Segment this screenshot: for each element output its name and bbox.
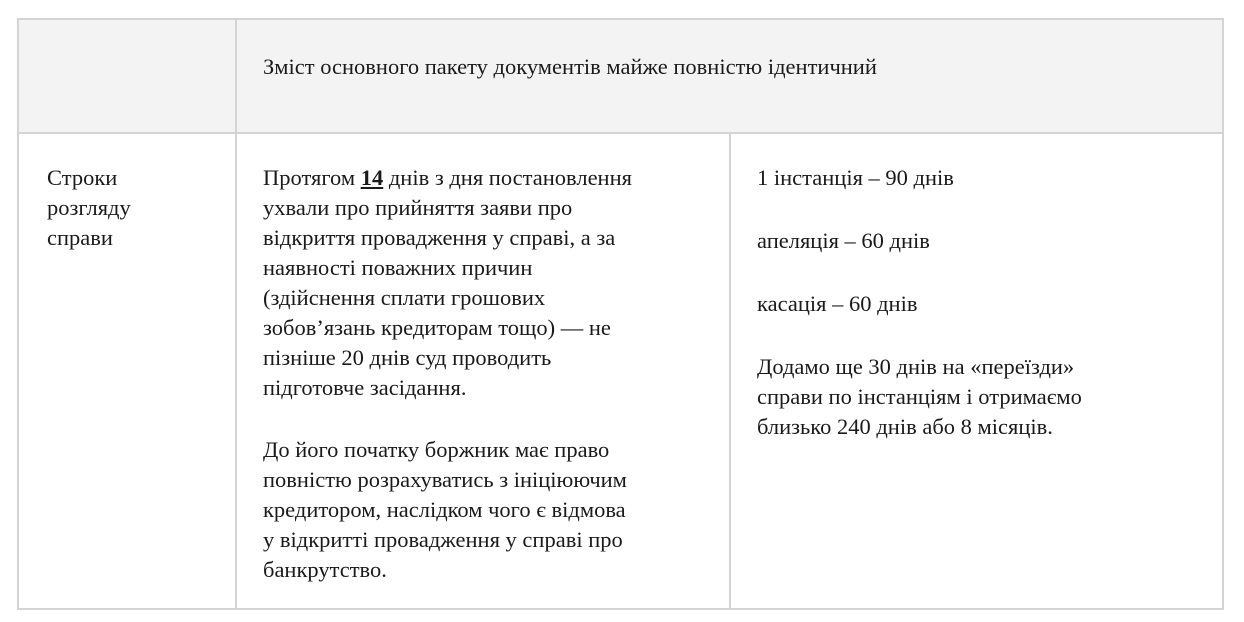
column-divider-1 [235, 20, 237, 608]
row-label-line: розгляду [47, 195, 131, 220]
paragraph-line: банкрутство. [263, 557, 387, 582]
appeal-duration: апеляція – 60 днів [757, 228, 930, 253]
paragraph-line: (здійснення сплати грошових [263, 285, 546, 310]
paragraph-spacer [263, 403, 632, 435]
paragraph-line: зобов’язань кредиторам тощо) — не [263, 315, 611, 340]
paragraph-line: ухвали про прийняття заяви про [263, 195, 573, 220]
paragraph-line: у відкритті провадження у справі про [263, 527, 623, 552]
paragraph-spacer [757, 193, 1082, 226]
text-fragment: Протягом [263, 165, 361, 190]
row-label-line: Строки [47, 165, 118, 190]
paragraph-line: До його початку боржник має право [263, 437, 610, 462]
right-cell-text [757, 163, 1082, 442]
text-fragment: днів з дня постановлення [383, 165, 632, 190]
paragraph-spacer [757, 256, 1082, 289]
paragraph-line [263, 163, 632, 193]
paragraph-spacer [757, 319, 1082, 352]
summary-line: Додамо ще 30 днів на «переїзди» [757, 354, 1075, 379]
middle-cell-text [263, 163, 632, 585]
row-label-line: справи [47, 225, 113, 250]
paragraph-line: підготовче засідання. [263, 375, 467, 400]
paragraph-line: наявності поважних причин [263, 255, 533, 280]
column-divider-2 [729, 134, 731, 608]
row-label [47, 163, 131, 253]
instance-1-duration: 1 інстанція – 90 днів [757, 165, 954, 190]
header-cell-text [263, 52, 877, 82]
paragraph-line: пізніше 20 днів суд проводить [263, 345, 552, 370]
comparison-table [17, 18, 1224, 610]
summary-line: справи по інстанціям і отримаємо [757, 384, 1082, 409]
cassation-duration: касація – 60 днів [757, 291, 918, 316]
paragraph-line: повністю розрахуватись з ініціюючим [263, 467, 627, 492]
paragraph-line: відкриття провадження у справі, а за [263, 225, 616, 250]
emphasized-number: 14 [360, 165, 384, 190]
summary-line: близько 240 днів або 8 місяців. [757, 414, 1053, 439]
header-text: Зміст основного пакету документів майже повністю ідентичний [263, 54, 877, 79]
paragraph-line: кредитором, наслідком чого є відмова [263, 497, 626, 522]
